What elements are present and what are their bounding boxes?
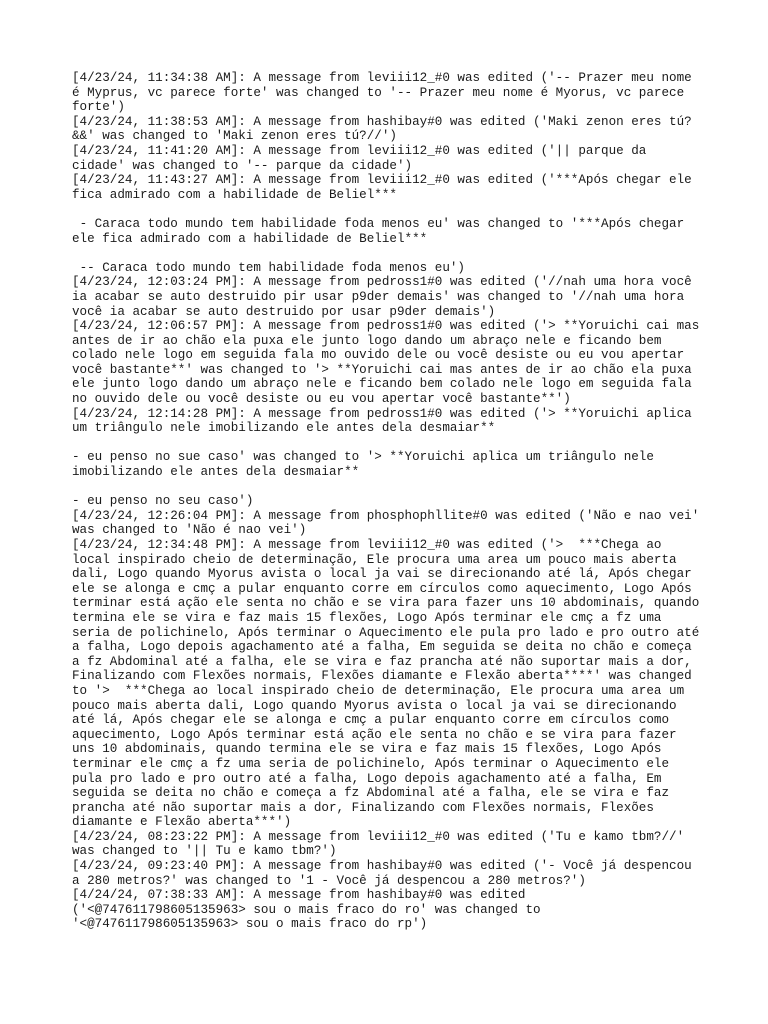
edit-log-text: [4/23/24, 11:34:38 AM]: A message from leviii12_#0 was edited ('-- Prazer meu nome é Myprus, vc parece forte' was changed to '-- Prazer meu nome é Myorus, vc parece forte') [4/23/24, 11:38:53 AM]: A message from hashibay#0 was edited ('Maki zenon eres tú?&&' was changed to 'Maki zenon eres tú?//') [4/23/24, 11:41:20 AM]: A message from leviii12_#0 was edited ('|| parque da cidade' was changed to '-- parque da cidade') [4/23/24, 11:43:27 AM]: A message from leviii12_#0 was edited ('***Após chegar ele fica admirado com a habilidade de Beliel*** - Caraca todo mundo tem habilidade foda menos eu' was changed to '***Após chegar ele fica admirado com a habilidade de Beliel*** -- Caraca todo mundo tem habilidade foda menos eu') [4/23/24, 12:03:24 PM]: A message from pedross1#0 was edited ('//nah uma hora você ia acabar se auto destruido pir usar p9der demais' was changed to '//nah uma hora você ia acabar se auto destruido por usar p9der demais') [4/23/24, 12:06:57 PM]: A message from pedross1#0 was edited ('> **Yoruichi cai mas antes de ir ao chão ela puxa ele junto logo dando um abraço nele e ficando bem colado nele logo em seguida fala mo ouvido dele ou você desiste ou eu vou apertar você bastante**' was changed to '> **Yoruichi cai mas antes de ir ao chão ela puxa ele junto logo dando um abraço nele e ficando bem colado nele logo em seguida fala no ouvido dele ou você desiste ou eu vou apertar você bastante**') [4/23/24, 12:14:28 PM]: A message from pedross1#0 was edited ('> **Yoruichi aplica um triângulo nele imobilizando ele antes dela desmaiar** - eu penso no sue caso' was changed to '> **Yoruichi aplica um triângulo nele imobilizando ele antes dela desmaiar** - eu penso no seu caso') [4/23/24, 12:26:04 PM]: A message from phosphophllite#0 was edited ('Não e nao vei' was changed to 'Não é nao vei') [4/23/24, 12:34:48 PM]: A message from leviii12_#0 was edited ('> ***Chega ao local inspirado cheio de determinação, Ele procura uma area um pouco mais aberta dali, Logo quando Myorus avista o local ja vai se direcionando até lá, Após chegar ele se alonga e cmç a pular enquanto corre em círculos como aquecimento, Logo Após terminar está ação ele senta no chão e se vira para fazer uns 10 abdominais, quando termina ele se vira e faz mais 15 flexões, Logo Após terminar ele cmç a fz uma seria de polichinelo, Após terminar o Aquecimento ele pula pro lado e pro outro até a falha, Logo depois agachamento até a falha, Em seguida se deita no chão e começa a fz Abdominal até a falha, ele se vira e faz prancha até não suportar mais a dor, Finalizando com Flexões normais, Flexões diamante e Flexão aberta****' was changed to '> ***Chega ao local inspirado cheio de determinação, Ele procura uma area um pouco mais aberta dali, Logo quando Myorus avista o local ja vai se direcionando até lá, Após chegar ele se alonga e cmç a pular enquanto corre em círculos como aquecimento, Logo Após terminar está ação ele senta no chão e se vira para fazer uns 10 abdominais, quando termina ele se vira e faz mais 15 flexões, Logo Após terminar ele cmç a fz uma seria de polichinelo, Após terminar o Aquecimento ele pula pro lado e pro outro até a falha, Logo depois agachamento até a falha, Em seguida se deita no chão e começa a fz Abdominal até a falha, ele se vira e faz prancha até não suportar mais a dor, Finalizando com Flexões normais, Flexões diamante e Flexão aberta***') [4/23/24, 08:23:22 PM]: A message from leviii12_#0 was edited ('Tu e kamo tbm?//' was changed to '|| Tu e kamo tbm?') [4/23/24, 09:23:40 PM]: A message from hashibay#0 was edited ('- Você já despencou a 280 metros?' was changed to '1 - Você já despencou a 280 metros?') [4/24/24, 07:38:33 AM]: A message from hashibay#0 was edited ('<@747611798605135963> sou o mais fraco do ro' was changed to '<@747611798605135963> sou o mais fraco do rp') bbox=[72, 71, 700, 932]
